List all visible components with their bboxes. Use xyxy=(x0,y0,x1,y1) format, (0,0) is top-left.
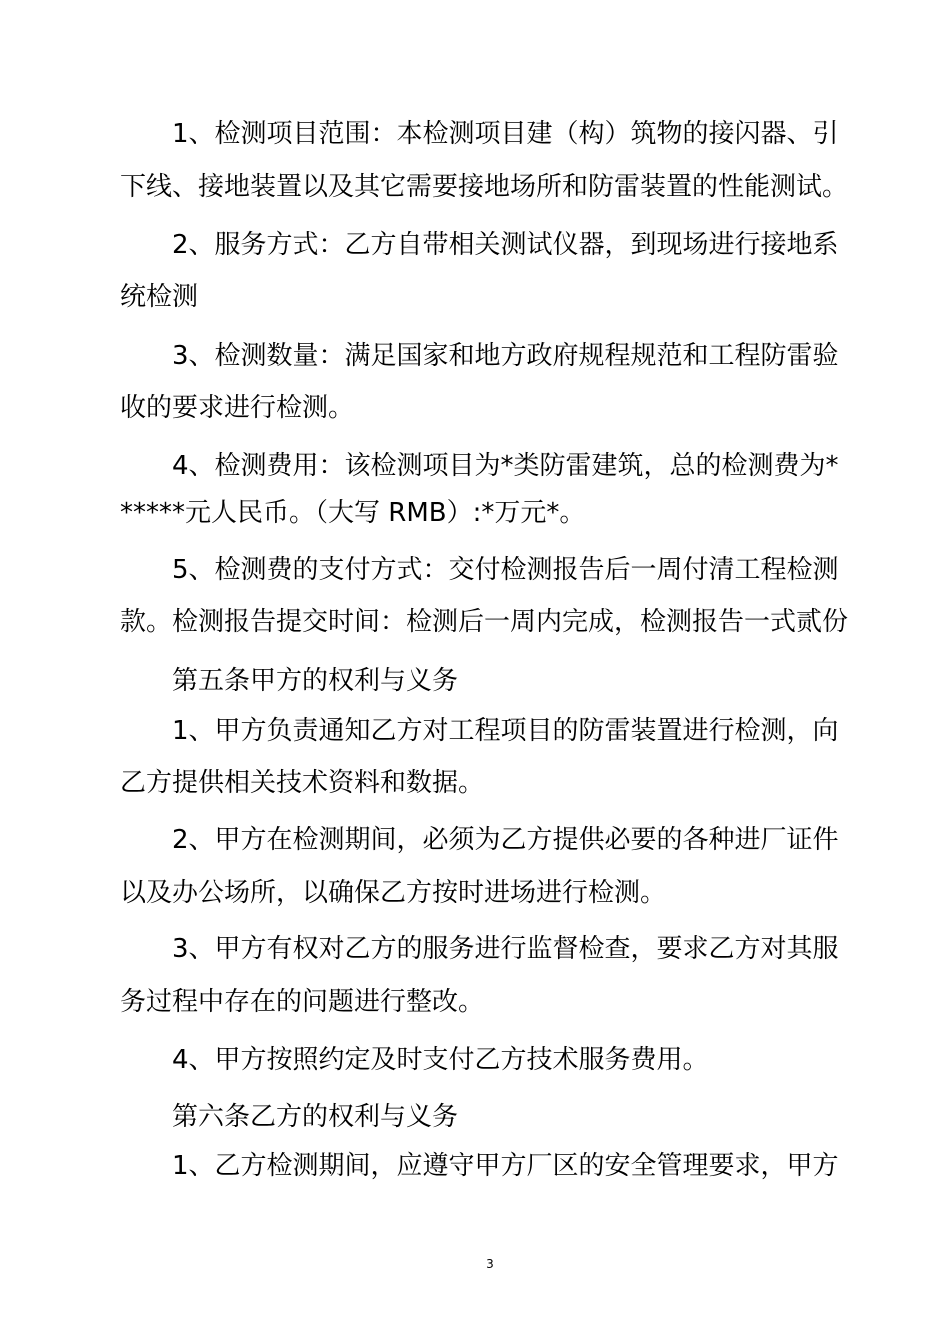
paragraph-2-line-2: 统检测 xyxy=(120,282,199,312)
paragraph-10-line-1: 1、乙方检测期间，应遵守甲方厂区的安全管理要求，甲方 xyxy=(172,1151,839,1181)
paragraph-7-line-1: 2、甲方在检测期间，必须为乙方提供必要的各种进厂证件 xyxy=(172,825,839,855)
paragraph-5-line-1: 5、检测费的支付方式：交付检测报告后一周付清工程检测 xyxy=(172,555,839,585)
paragraph-6-line-2: 乙方提供相关技术资料和数据。 xyxy=(120,768,485,798)
paragraph-1-line-2: 下线、接地装置以及其它需要接地场所和防雷装置的性能测试。 xyxy=(120,172,849,202)
paragraph-3-line-2: 收的要求进行检测。 xyxy=(120,393,355,423)
paragraph-4-line-2: *****元人民币。（大写 RMB）:*万元*。 xyxy=(120,498,586,528)
paragraph-3-line-1: 3、检测数量：满足国家和地方政府规程规范和工程防雷验 xyxy=(172,341,839,371)
paragraph-6-line-1: 1、甲方负责通知乙方对工程项目的防雷装置进行检测，向 xyxy=(172,716,839,746)
section-heading-5: 第五条甲方的权利与义务 xyxy=(172,666,459,696)
paragraph-8-line-1: 3、甲方有权对乙方的服务进行监督检查，要求乙方对其服 xyxy=(172,934,839,964)
paragraph-1-line-1: 1、检测项目范围：本检测项目建（构）筑物的接闪器、引 xyxy=(172,119,839,149)
section-heading-6: 第六条乙方的权利与义务 xyxy=(172,1102,459,1132)
page-number: 3 xyxy=(486,1257,494,1271)
paragraph-4-line-1: 4、检测费用：该检测项目为*类防雷建筑，总的检测费为* xyxy=(172,451,839,481)
paragraph-8-line-2: 务过程中存在的问题进行整改。 xyxy=(120,987,485,1017)
paragraph-9-line-1: 4、甲方按照约定及时支付乙方技术服务费用。 xyxy=(172,1045,709,1075)
paragraph-7-line-2: 以及办公场所，以确保乙方按时进场进行检测。 xyxy=(120,878,667,908)
paragraph-5-line-2: 款。检测报告提交时间：检测后一周内完成，检测报告一式贰份 xyxy=(120,607,849,637)
paragraph-2-line-1: 2、服务方式：乙方自带相关测试仪器，到现场进行接地系 xyxy=(172,230,839,260)
